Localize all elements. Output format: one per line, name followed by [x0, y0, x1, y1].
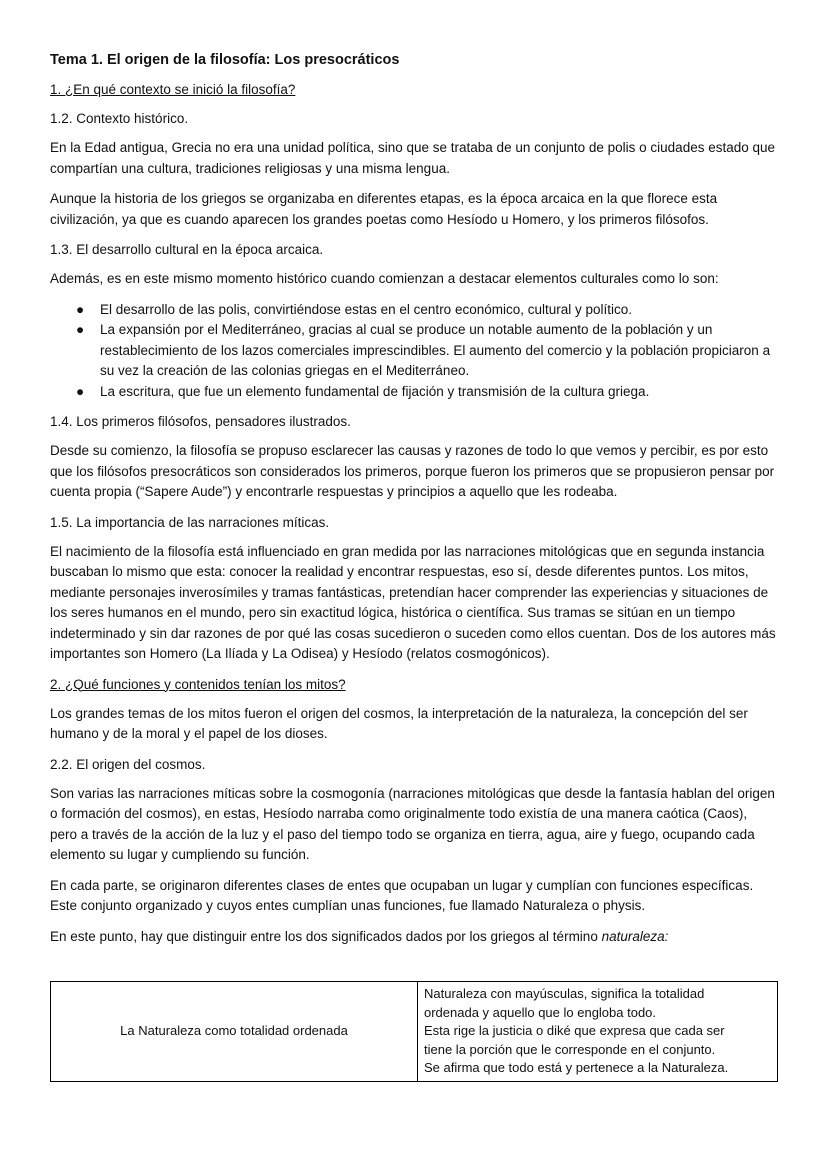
- definitions-table: [50, 981, 778, 1082]
- document-page: [50, 50, 776, 1082]
- definition-line: Naturaleza con mayúsculas, significa la totalidad: [424, 986, 705, 1001]
- italic-term: naturaleza:: [601, 928, 669, 944]
- subsection-1-3-heading: 1.3. El desarrollo cultural en la época arcaica.: [50, 242, 324, 257]
- subsection-2-2-heading: 2.2. El origen del cosmos.: [50, 756, 206, 772]
- section-1-heading: 1. ¿En qué contexto se inició la filosofía?: [50, 82, 296, 97]
- list-item-text: La expansión por el Mediterráneo, gracias al cual se produce un notable aumento de la población y un restablecimiento de los lazos comerciales imprescindibles. El aumento del comercio y la población propiciaron a su vez la creación de las colonias griegas en el Mediterráneo.: [100, 322, 771, 378]
- section-2-heading: 2. ¿Qué funciones y contenidos tenían los mitos?: [50, 676, 346, 692]
- subsection-1-4-heading: 1.4. Los primeros filósofos, pensadores ilustrados.: [50, 414, 351, 429]
- paragraph: Desde su comienzo, la filosofía se propuso esclarecer las causas y razones de todo lo que vemos y percibir, es por esto que los filósofos presocráticos son considerados los primeros, porque fueron los primeros que se propusieron pensar por cuenta propia (“Sapere Aude”) y encontrarle respuestas y principios a aquello que les rodeaba.: [50, 443, 775, 499]
- table-cell-definition: [418, 982, 778, 1082]
- definition-line: ordenada y aquello que lo engloba todo.: [424, 1004, 657, 1020]
- definition-line: Esta rige la justicia o diké que expresa que cada ser: [424, 1023, 725, 1038]
- table-row: [51, 982, 778, 1082]
- paragraph: En cada parte, se originaron diferentes clases de entes que ocupaban un lugar y cumplían con funciones específicas. Este conjunto organizado y cuyos entes cumplían unas funciones, fue llamado Naturaleza o physis.: [50, 877, 754, 913]
- list-item-text: El desarrollo de las polis, convirtiéndose estas en el centro económico, cultural y político.: [100, 301, 633, 317]
- subsection-1-2-heading: 1.2. Contexto histórico.: [50, 111, 189, 126]
- table-cell-term: La Naturaleza como totalidad ordenada: [51, 982, 418, 1082]
- bullet-icon: ●: [76, 301, 85, 317]
- bullet-icon: ●: [76, 383, 85, 399]
- paragraph: El nacimiento de la filosofía está influenciado en gran medida por las narraciones mitológicas que en segunda instancia buscaban lo mismo que esta: conocer la realidad y encontrar respuestas, eso sí, desde diferentes puntos. Los mitos, mediante personajes inverosímiles y tramas fantásticas, pretendían hacer comprender las experiencias y situaciones de los seres humanos en el mundo, pero sin exactitud lógica, histórica o científica. Sus tramas se sitúan en un tiempo indeterminado y sin dar razones de por qué las cosas sucedieron o suceden como ellos cuentan. Dos de los autores más importantes son Homero (La Ilíada y La Odisea) y Hesíodo (relatos cosmogónicos).: [50, 543, 776, 661]
- definition-line: tiene la porción que le corresponde en el conjunto.: [424, 1041, 716, 1057]
- bullet-list: [50, 300, 776, 403]
- list-item: [76, 320, 776, 382]
- paragraph: Además, es en este mismo momento histórico cuando comienzan a destacar elementos culturales como lo son:: [50, 271, 719, 286]
- list-item: [76, 300, 776, 321]
- list-item: [76, 382, 776, 403]
- paragraph-text: En este punto, hay que distinguir entre los dos significados dados por los griegos al término: [50, 928, 602, 944]
- definition-line: Se afirma que todo está y pertenece a la Naturaleza.: [424, 1060, 729, 1075]
- paragraph: Los grandes temas de los mitos fueron el origen del cosmos, la interpretación de la naturaleza, la concepción del ser humano y de la moral y el papel de los dioses.: [50, 705, 748, 741]
- paragraph: [50, 927, 776, 948]
- paragraph: Son varias las narraciones míticas sobre la cosmogonía (narraciones mitológicas que desde la fantasía hablan del origen o formación del cosmos), en estas, Hesíodo narraba como originalmente todo existía de una manera caótica (Caos), pero a través de la acción de la luz y el paso del tiempo todo se organiza en tierra, agua, aire y fuego, ocupando cada elemento su lugar y cumpliendo su función.: [50, 785, 775, 862]
- bullet-icon: ●: [76, 322, 85, 337]
- paragraph: En la Edad antigua, Grecia no era una unidad política, sino que se trataba de un conjunto de polis o ciudades estado que compartían una cultura, tradiciones religiosas y una misma lengua.: [50, 140, 776, 176]
- paragraph: Aunque la historia de los griegos se organizaba en diferentes etapas, es la época arcaica en la que florece esta civilización, ya que es cuando aparecen los grandes poetas como Hesíodo u Homero, y los primeros filósofos.: [50, 191, 718, 227]
- document-title: Tema 1. El origen de la filosofía: Los presocráticos: [50, 52, 400, 68]
- subsection-1-5-heading: 1.5. La importancia de las narraciones míticas.: [50, 514, 330, 530]
- list-item-text: La escritura, que fue un elemento fundamental de fijación y transmisión de la cultura griega.: [100, 383, 650, 399]
